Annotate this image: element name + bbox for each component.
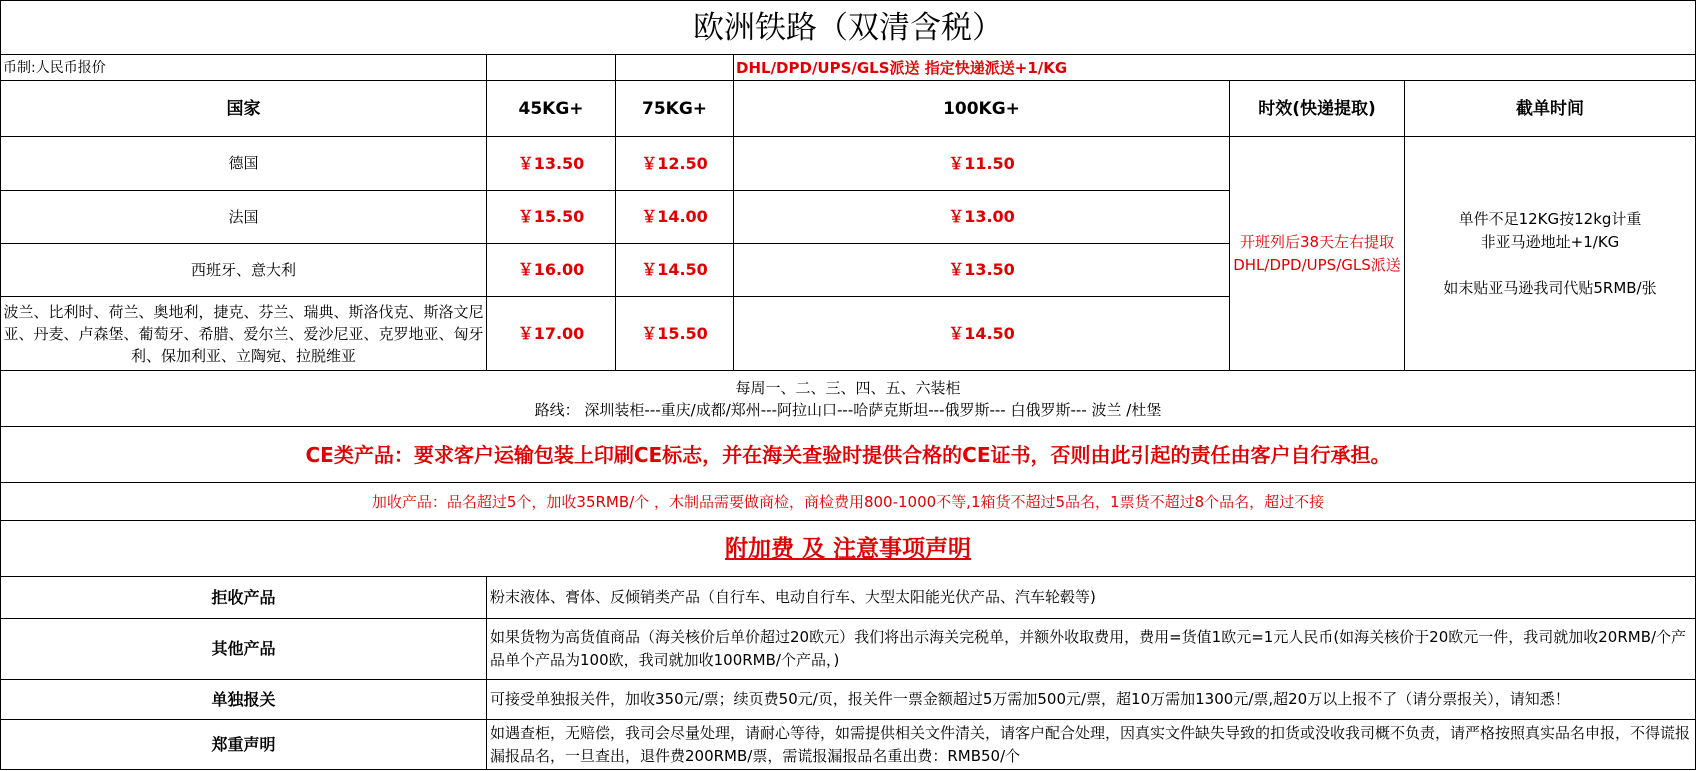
ce-notice: CE类产品：要求客户运输包装上印刷CE标志，并在海关查验时提供合格的CE证书，否则由此引起的责任由客户自行承担。 bbox=[1, 427, 1696, 483]
cutoff-line: 单件不足12KG按12kg计重 bbox=[1458, 209, 1642, 228]
column-header-transit: 时效(快递提取) bbox=[1230, 81, 1405, 137]
surcharge-notice: 加收产品：品名超过5个，加收35RMB/个 ，木制品需要做商检，商检费用800-1000不等,1箱货不超过5品名，1票货不超过8个品名，超过不接 bbox=[1, 483, 1696, 521]
note-label: 拒收产品 bbox=[1, 577, 487, 619]
cutoff-cell bbox=[1405, 137, 1696, 371]
country-cell: 波兰、比利时、荷兰、奥地利，捷克、芬兰、瑞典、斯洛伐克、斯洛文尼亚、丹麦、卢森堡、葡萄牙、希腊、爱尔兰、爱沙尼亚、克罗地亚、匈牙利、保加利亚、立陶宛、拉脱维亚 bbox=[1, 297, 487, 371]
schedule-route-cell bbox=[1, 371, 1696, 427]
delivery-note: DHL/DPD/UPS/GLS派送 指定快递派送+1/KG bbox=[734, 55, 1696, 81]
price-45kg: ￥16.00 bbox=[487, 244, 616, 297]
price-100kg: ￥11.50 bbox=[734, 137, 1230, 191]
price-75kg: ￥14.50 bbox=[616, 244, 734, 297]
empty-cell bbox=[487, 55, 616, 81]
note-text: 粉末液体、膏体、反倾销类产品（自行车、电动自行车、大型太阳能光伏产品、汽车轮毂等) bbox=[487, 577, 1696, 619]
transit-time-cell: 开班列后38天左右提取DHL/DPD/UPS/GLS派送 bbox=[1230, 137, 1405, 371]
schedule-text: 每周一、二、三、四、五、六装柜 bbox=[735, 378, 961, 397]
section-title: 附加费 及 注意事项声明 bbox=[1, 521, 1696, 577]
note-label: 其他产品 bbox=[1, 619, 487, 680]
column-header-country: 国家 bbox=[1, 81, 487, 137]
price-75kg: ￥14.00 bbox=[616, 191, 734, 244]
price-75kg: ￥12.50 bbox=[616, 137, 734, 191]
country-cell: 德国 bbox=[1, 137, 487, 191]
column-header-cutoff: 截单时间 bbox=[1405, 81, 1696, 137]
price-100kg: ￥13.50 bbox=[734, 244, 1230, 297]
table-row bbox=[1, 619, 1696, 680]
price-75kg: ￥15.50 bbox=[616, 297, 734, 371]
currency-note: 币制:人民币报价 bbox=[1, 55, 487, 81]
cutoff-line: 如末贴亚马逊我司代贴5RMB/张 bbox=[1443, 278, 1657, 297]
column-header-100kg: 100KG+ bbox=[734, 81, 1230, 137]
column-header-45kg: 45KG+ bbox=[487, 81, 616, 137]
note-text: 如遇查柜，无赔偿，我司会尽量处理，请耐心等待，如需提供相关文件清关，请客户配合处理，因真实文件缺失导致的扣货或没收我司概不负责，请严格按照真实品名申报，不得谎报漏报品名，一旦查出，退件费200RMB/票，需谎报漏报品名重出费：RMB50/个 bbox=[487, 720, 1696, 770]
empty-cell bbox=[616, 55, 734, 81]
table-row bbox=[1, 680, 1696, 720]
table-row bbox=[1, 720, 1696, 770]
page-title: 欧洲铁路（双清含税） bbox=[1, 1, 1696, 55]
notes-table bbox=[0, 576, 1696, 770]
note-text: 可接受单独报关件，加收350元/票；续页费50元/页，报关件一票金额超过5万需加500元/票，超10万需加1300元/票,超20万以上报不了（请分票报关），请知悉！ bbox=[487, 680, 1696, 720]
table-row bbox=[1, 137, 1696, 191]
price-45kg: ￥13.50 bbox=[487, 137, 616, 191]
price-45kg: ￥15.50 bbox=[487, 191, 616, 244]
cutoff-line: 非亚马逊地址+1/KG bbox=[1480, 232, 1620, 251]
route-text: 路线： 深圳装柜---重庆/成都/郑州---阿拉山口---哈萨克斯坦---俄罗斯--- 白俄罗斯--- 波兰 /杜堡 bbox=[534, 400, 1162, 419]
country-cell: 法国 bbox=[1, 191, 487, 244]
column-header-75kg: 75KG+ bbox=[616, 81, 734, 137]
table-row bbox=[1, 577, 1696, 619]
price-100kg: ￥13.00 bbox=[734, 191, 1230, 244]
note-label: 郑重声明 bbox=[1, 720, 487, 770]
note-label: 单独报关 bbox=[1, 680, 487, 720]
country-cell: 西班牙、意大利 bbox=[1, 244, 487, 297]
price-45kg: ￥17.00 bbox=[487, 297, 616, 371]
note-text: 如果货物为高货值商品（海关核价后单价超过20欧元）我们将出示海关完税单，并额外收取费用，费用=货值1欧元=1元人民币(如海关核价于20欧元一件，我司就加收20RMB/个产品单个产品为100欧，我司就加收100RMB/个产品，) bbox=[487, 619, 1696, 680]
price-100kg: ￥14.50 bbox=[734, 297, 1230, 371]
